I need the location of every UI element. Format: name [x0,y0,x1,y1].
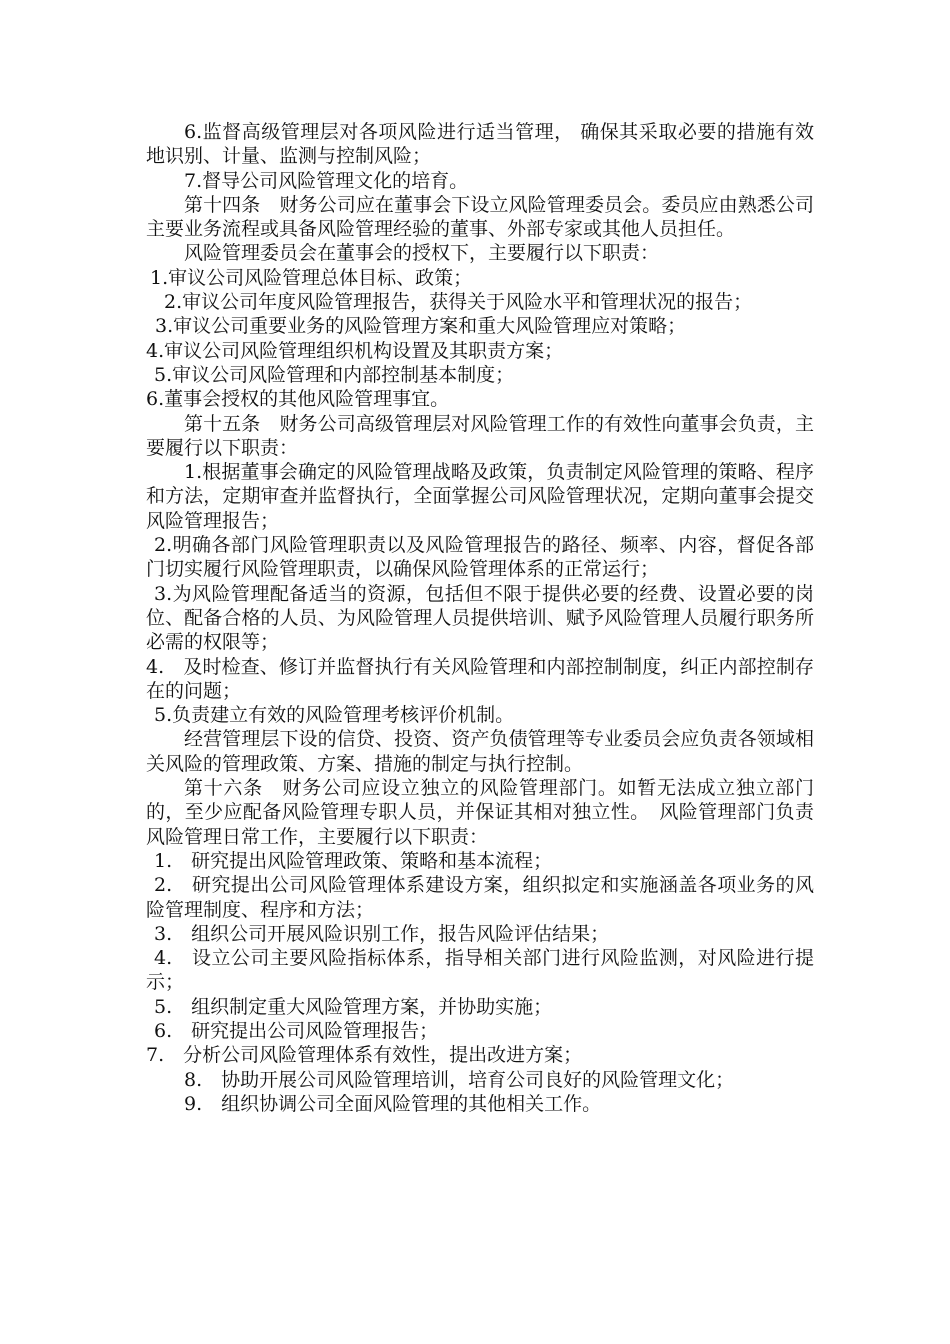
list-item-senior-mgmt-2: 2.明确各部门风险管理职责以及风险管理报告的路径、频率、内容，督促各部门切实履行风险管理职责，以确保风险管理体系的正常运行； [146,534,814,581]
list-item-risk-committee-4: 4.审议公司风险管理组织机构设置及其职责方案； [146,339,564,362]
list-item-risk-dept-1: 1. 研究提出风险管理政策、策略和基本流程； [154,849,553,872]
list-item-senior-mgmt-1: 1.根据董事会确定的风险管理战略及政策，负责制定风险管理的策略、程序和方法，定期审查并监督执行，全面掌握公司风险管理状况，定期向董事会提交风险管理报告； [146,461,814,532]
list-item-risk-committee-5: 5.审议公司风险管理和内部控制基本制度； [154,363,515,386]
list-item-risk-committee-6: 6.董事会授权的其他风险管理事宜。 [146,388,450,411]
list-item-risk-committee-1: 1.审议公司风险管理总体目标、政策； [150,266,473,289]
list-item-senior-mgmt-4: 4. 及时检查、修订并监督执行有关风险管理和内部控制制度，纠正内部控制存在的问题； [146,655,814,702]
list-item-risk-dept-3: 3. 组织公司开展风险识别工作，报告风险评估结果； [154,922,610,945]
paragraph-professional-committees: 经营管理层下设的信贷、投资、资产负债管理等专业委员会应负责各领域相关风险的管理政策、方案、措施的制定与执行控制。 [146,728,814,775]
document-body [146,120,814,1116]
list-item-risk-dept-2: 2. 研究提出公司风险管理体系建设方案，组织拟定和实施涵盖各项业务的风险管理制度、程序和方法； [146,874,814,921]
list-item-risk-dept-6: 6. 研究提出公司风险管理报告； [154,1019,439,1042]
list-item-senior-mgmt-3: 3.为风险管理配备适当的资源，包括但不限于提供必要的经费、设置必要的岗位、配备合格的人员、为风险管理人员提供培训、赋予风险管理人员履行职务所必需的权限等； [146,582,814,654]
list-item-senior-mgmt-5: 5.负责建立有效的风险管理考核评价机制。 [154,704,515,727]
list-item-risk-dept-5: 5. 组织制定重大风险管理方案，并协助实施； [154,995,553,1018]
list-item-risk-committee-2: 2.审议公司年度风险管理报告，获得关于风险水平和管理状况的报告； [164,291,753,314]
paragraph-article-15: 第十五条 财务公司高级管理层对风险管理工作的有效性向董事会负责，主要履行以下职责： [146,412,814,459]
list-item-risk-dept-7: 7. 分析公司风险管理体系有效性，提出改进方案； [146,1044,583,1067]
paragraph-committee-duty-6: 6.监督高级管理层对各项风险进行适当管理， 确保其采取必要的措施有效地识别、计量、监测与控制风险； [146,121,814,168]
paragraph-committee-duty-7: 7.督导公司风险管理文化的培育。 [184,169,469,192]
list-item-risk-committee-3: 3.审议公司重要业务的风险管理方案和重大风险管理应对策略； [155,315,687,338]
paragraph-risk-committee-intro: 风险管理委员会在董事会的授权下，主要履行以下职责： [184,242,660,265]
list-item-risk-dept-4: 4. 设立公司主要风险指标体系，指导相关部门进行风险监测，对风险进行提示； [146,947,814,994]
list-item-risk-dept-9: 9. 组织协调公司全面风险管理的其他相关工作。 [184,1092,602,1115]
paragraph-article-14: 第十四条 财务公司应在董事会下设立风险管理委员会。委员应由熟悉公司主要业务流程或具备风险管理经验的董事、外部专家或其他人员担任。 [146,193,814,241]
list-item-risk-dept-8: 8. 协助开展公司风险管理培训，培育公司良好的风险管理文化； [184,1068,735,1091]
paragraph-article-16: 第十六条 财务公司应设立独立的风险管理部门。如暂无法成立独立部门的，至少应配备风险管理专职人员，并保证其相对独立性。 风险管理部门负责风险管理日常工作，主要履行以下职责： [146,777,814,848]
